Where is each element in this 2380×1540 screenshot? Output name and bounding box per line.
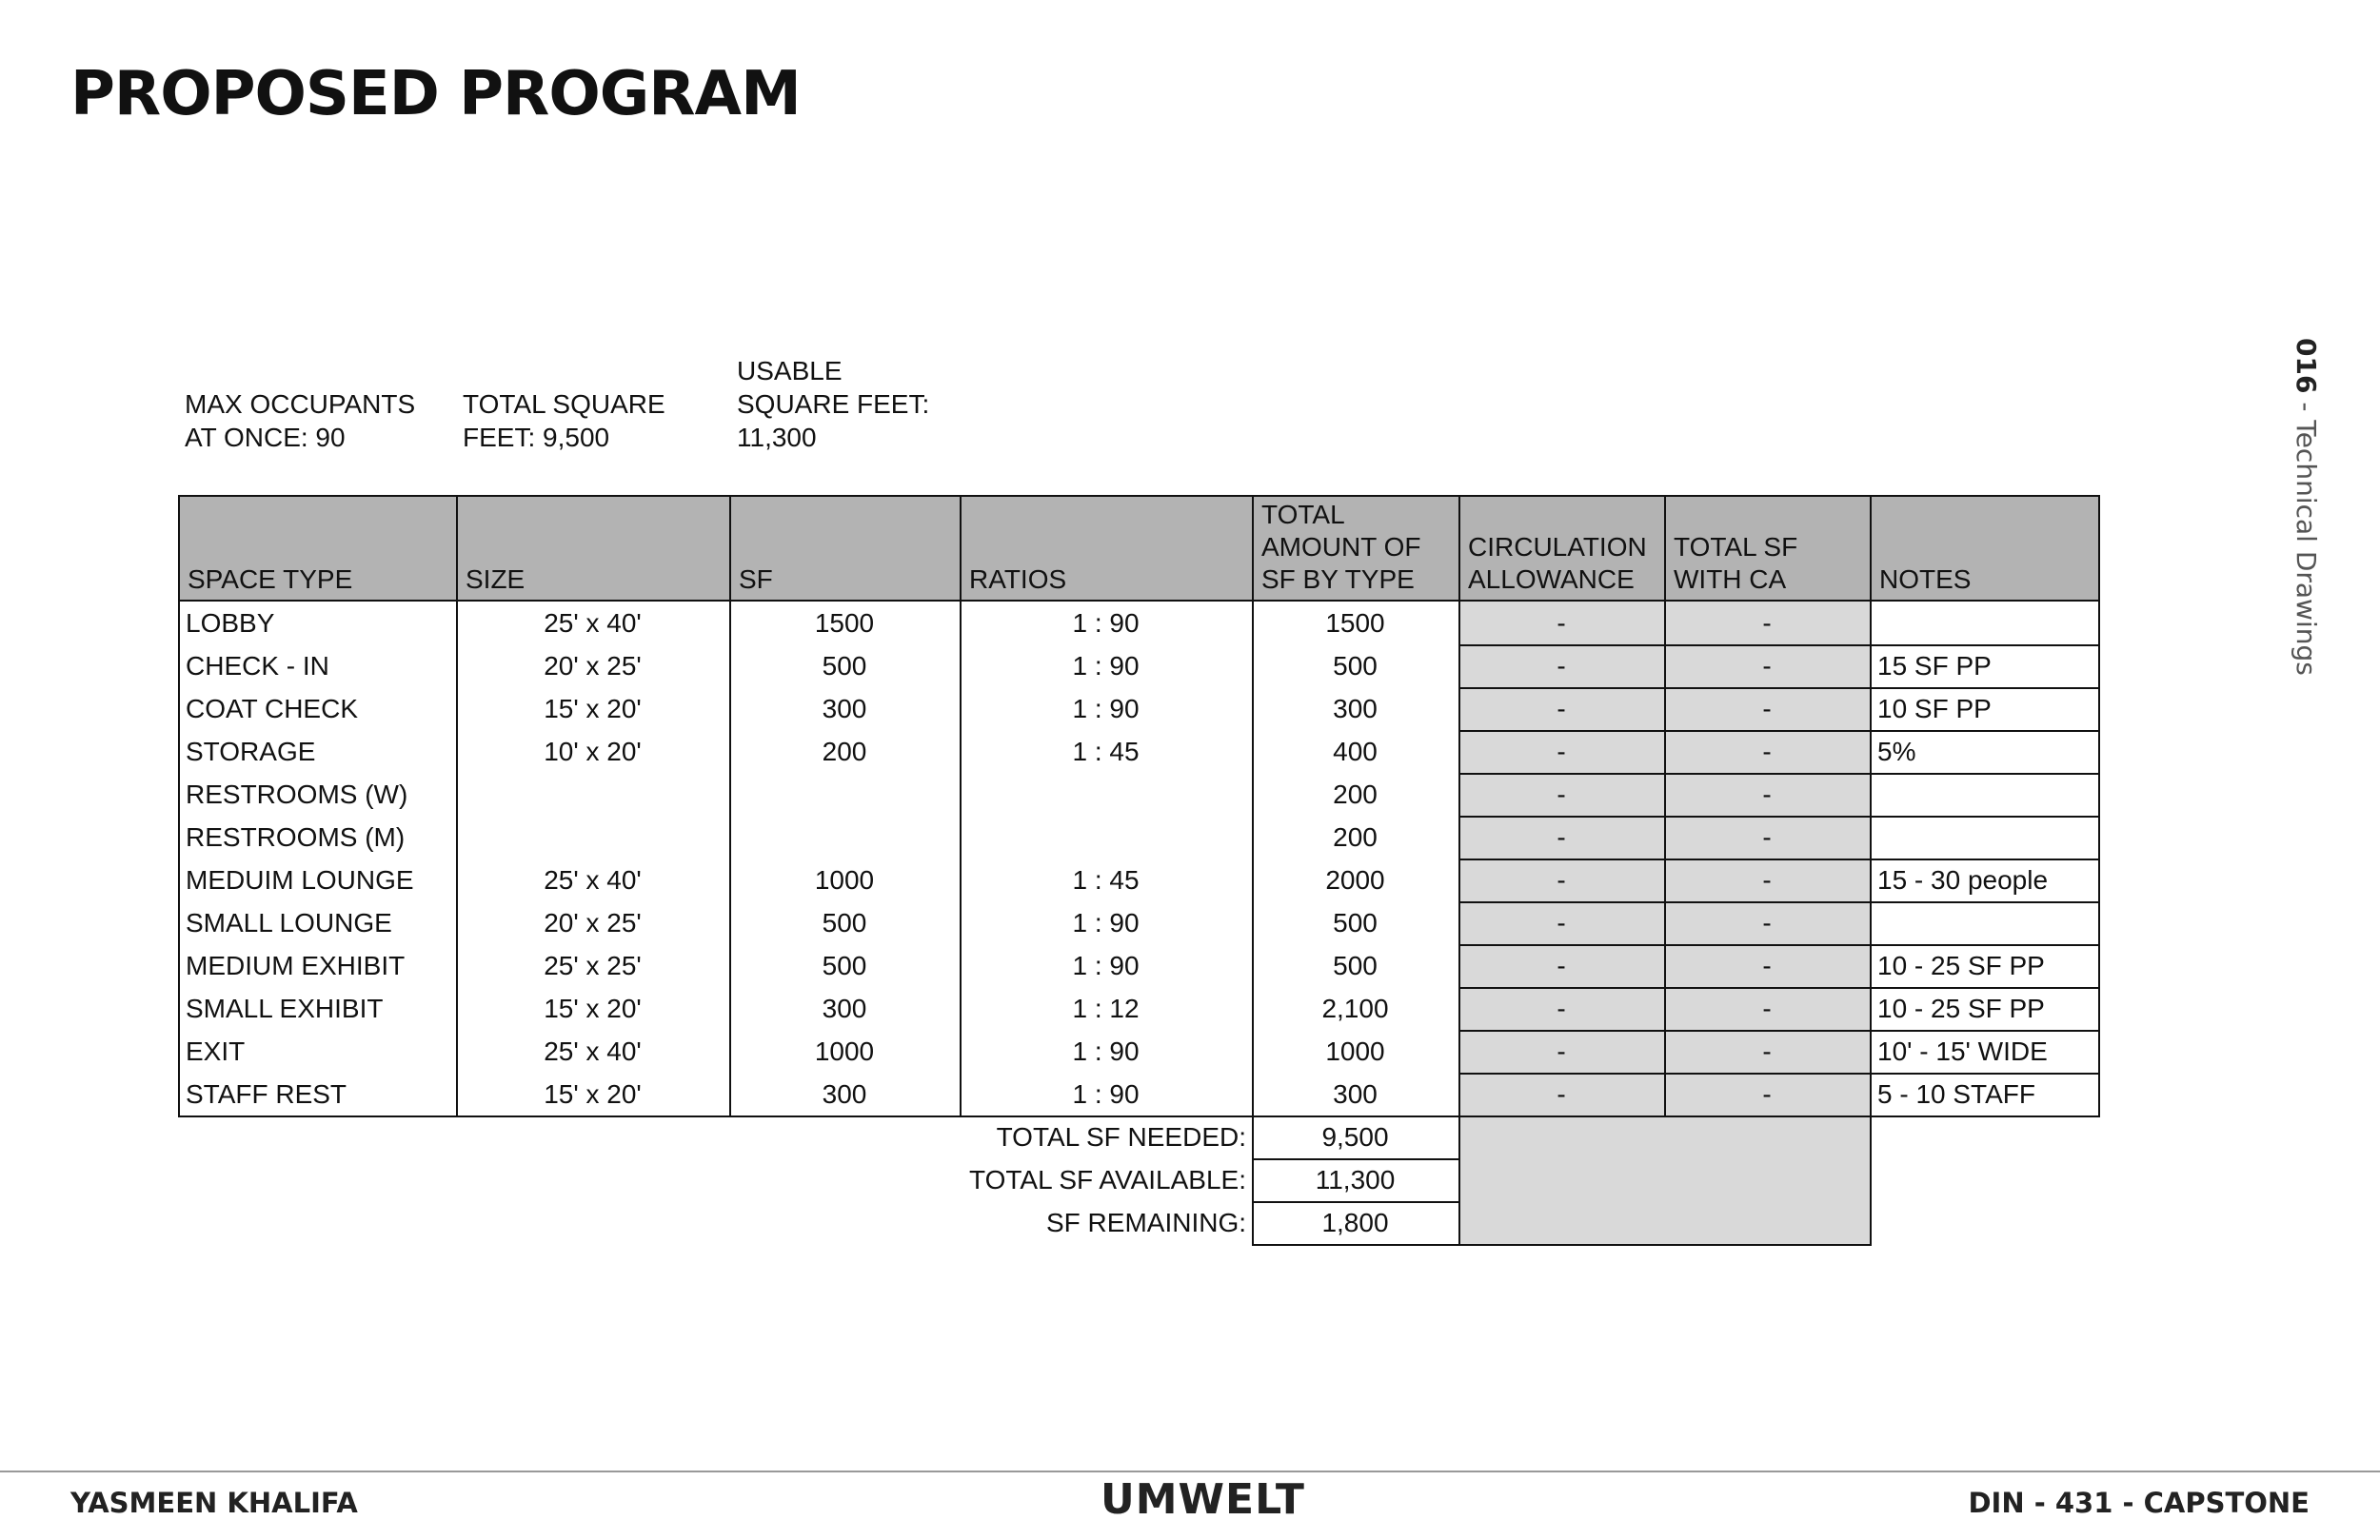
table-header-cell (456, 495, 731, 602)
table-cell: EXIT (186, 1037, 246, 1066)
table-header-line: SF BY TYPE (1261, 564, 1415, 594)
footer-author: YASMEEN KHALIFA (70, 1487, 358, 1519)
table-cell: 15' x 20' (544, 994, 642, 1023)
table-cell: COAT CHECK (186, 694, 358, 723)
table-cell: - (1762, 608, 1772, 638)
table-header-cell (960, 495, 1254, 602)
table-cell: LOBBY (186, 608, 275, 638)
totals-border (1870, 1116, 1872, 1244)
table-cell: 25' x 40' (544, 608, 642, 638)
table-border (960, 602, 962, 1116)
table-header-line: RATIOS (969, 564, 1067, 594)
table-header-cell (178, 495, 458, 602)
table-cell: MEDUIM LOUNGE (186, 865, 414, 895)
table-cell: 25' x 40' (544, 1037, 642, 1066)
summary-line: FEET: 9,500 (463, 423, 610, 452)
table-cell (737, 816, 952, 859)
section-label: - Technical Drawings (2291, 393, 2322, 676)
table-cell: - (1557, 737, 1566, 766)
table-cell: 1 : 45 (1072, 737, 1140, 766)
table-cell: 1000 (1325, 1037, 1385, 1066)
table-cell: 1000 (814, 1037, 875, 1066)
table-header-line: WITH CA (1674, 564, 1787, 594)
table-cell: 1 : 90 (1072, 651, 1140, 681)
table-header-line: TOTAL (1261, 500, 1345, 529)
table-border (178, 602, 180, 1116)
table-header-cell (1458, 495, 1666, 602)
totals-label: SF REMAINING: (1045, 1208, 1246, 1237)
table-header-label (969, 563, 1066, 596)
table-cell: 20' x 25' (544, 651, 642, 681)
table-cell: 1 : 45 (1072, 865, 1140, 895)
table-cell (464, 773, 722, 816)
table-border (1252, 602, 1254, 1116)
table-cell: - (1557, 994, 1566, 1023)
footer-divider (0, 1471, 2380, 1472)
table-cell: 500 (822, 908, 867, 938)
totals-border (1458, 1116, 1460, 1244)
table-cell: 10 - 25 SF PP (1877, 951, 2045, 980)
table-cell (1877, 901, 2091, 944)
totals-border (1458, 1244, 1872, 1246)
table-header-line: AMOUNT OF (1261, 532, 1421, 562)
table-cell: RESTROOMS (W) (186, 780, 408, 809)
table-cell: 2,100 (1321, 994, 1389, 1023)
table-cell: 500 (1333, 908, 1378, 938)
table-header-line: TOTAL SF (1674, 532, 1798, 562)
table-cell: 10' - 15' WIDE (1877, 1037, 2048, 1066)
table-cell: 1500 (1325, 608, 1385, 638)
table-cell: - (1557, 865, 1566, 895)
table-cell: 200 (822, 737, 867, 766)
table-cell: 5% (1877, 737, 1916, 766)
table-header-label (1261, 499, 1420, 596)
page-number-label (2291, 338, 2322, 676)
table-cell: 25' x 40' (544, 865, 642, 895)
table-header-cell (729, 495, 962, 602)
table-cell: - (1557, 780, 1566, 809)
table-cell: 500 (1333, 651, 1378, 681)
table-cell: 5 - 10 STAFF (1877, 1079, 2035, 1109)
page-number: 016 (2291, 338, 2322, 394)
table-cell: STAFF REST (186, 1079, 347, 1109)
table-cell: - (1557, 608, 1566, 638)
table-cell: 1500 (814, 608, 875, 638)
summary-total-square-feet (463, 387, 710, 454)
summary-line: USABLE (737, 356, 843, 385)
table-cell: 1 : 90 (1072, 1079, 1140, 1109)
table-header-cell (1870, 495, 2100, 602)
summary-line: TOTAL SQUARE (463, 389, 665, 419)
totals-value: 1,800 (1321, 1208, 1389, 1237)
table-cell: 15 SF PP (1877, 651, 1992, 681)
table-cell: - (1557, 822, 1566, 852)
table-cell: - (1557, 1079, 1566, 1109)
table-header-label (466, 563, 525, 596)
table-header-line: ALLOWANCE (1468, 564, 1635, 594)
table-header-line: SIZE (466, 564, 526, 594)
table-cell: - (1557, 694, 1566, 723)
table-cell: 1 : 90 (1072, 608, 1140, 638)
table-cell: - (1762, 951, 1772, 980)
totals-border (1252, 1116, 1254, 1244)
table-cell: 200 (1333, 822, 1378, 852)
table-cell: - (1762, 780, 1772, 809)
table-cell: - (1557, 1037, 1566, 1066)
page-title: PROPOSED PROGRAM (70, 59, 801, 129)
table-cell: MEDIUM EXHIBIT (186, 951, 406, 980)
table-cell: - (1557, 908, 1566, 938)
table-cell: 15' x 20' (544, 1079, 642, 1109)
table-header-label (188, 563, 352, 596)
table-header-label (1674, 531, 1797, 596)
table-cell: 10' x 20' (544, 737, 642, 766)
table-cell: 300 (822, 694, 867, 723)
totals-value: 9,500 (1321, 1122, 1389, 1152)
table-header-label (1468, 531, 1647, 596)
summary-usable-square-feet (737, 354, 984, 454)
table-cell: 10 - 25 SF PP (1877, 994, 2045, 1023)
table-cell (1877, 602, 2091, 644)
table-cell: 1000 (814, 865, 875, 895)
table-cell: - (1762, 737, 1772, 766)
table-cell: - (1557, 651, 1566, 681)
table-header-cell (1252, 495, 1460, 602)
table-cell: - (1762, 908, 1772, 938)
table-cell: 10 SF PP (1877, 694, 1992, 723)
table-cell (1877, 816, 2091, 859)
table-cell: 400 (1333, 737, 1378, 766)
footer-course: DIN - 431 - CAPSTONE (1968, 1487, 2310, 1519)
table-border (456, 602, 458, 1116)
summary-line: AT ONCE: 90 (185, 423, 346, 452)
table-cell: 1 : 90 (1072, 951, 1140, 980)
table-cell: STORAGE (186, 737, 316, 766)
summary-line: 11,300 (737, 423, 817, 452)
table-cell: 500 (822, 651, 867, 681)
footer-project: UMWELT (1101, 1475, 1305, 1524)
table-cell: SMALL EXHIBIT (186, 994, 384, 1023)
table-cell (1877, 773, 2091, 816)
totals-label: TOTAL SF NEEDED: (996, 1122, 1246, 1152)
table-header-label (1879, 563, 1971, 596)
table-header-cell (1664, 495, 1872, 602)
table-cell: 200 (1333, 780, 1378, 809)
table-cell: CHECK - IN (186, 651, 329, 681)
table-cell (464, 816, 722, 859)
totals-border (1252, 1244, 1460, 1246)
table-cell: - (1762, 994, 1772, 1023)
table-cell: - (1762, 694, 1772, 723)
summary-line: MAX OCCUPANTS (185, 389, 416, 419)
table-cell: - (1557, 951, 1566, 980)
table-header-label (739, 563, 773, 596)
table-cell: 15 - 30 people (1877, 865, 2049, 895)
table-cell: SMALL LOUNGE (186, 908, 392, 938)
table-cell: 2000 (1325, 865, 1385, 895)
table-cell: 1 : 90 (1072, 1037, 1140, 1066)
table-cell: - (1762, 1037, 1772, 1066)
totals-label: TOTAL SF AVAILABLE: (968, 1165, 1246, 1194)
table-header-line: CIRCULATION (1468, 532, 1647, 562)
table-border (729, 602, 731, 1116)
table-header-line: NOTES (1879, 564, 1972, 594)
table-cell (737, 773, 952, 816)
table-cell: 1 : 12 (1072, 994, 1140, 1023)
table-cell: 300 (822, 1079, 867, 1109)
table-cell: 300 (822, 994, 867, 1023)
table-cell: 300 (1333, 694, 1378, 723)
table-cell: 1 : 90 (1072, 694, 1140, 723)
table-cell: 15' x 20' (544, 694, 642, 723)
table-cell: 1 : 90 (1072, 908, 1140, 938)
summary-max-occupants (185, 387, 432, 454)
table-cell: RESTROOMS (M) (186, 822, 406, 852)
table-cell (967, 816, 1244, 859)
table-header-line: SPACE TYPE (188, 564, 353, 594)
table-cell: 25' x 25' (544, 951, 642, 980)
table-cell: 500 (822, 951, 867, 980)
table-cell: - (1762, 651, 1772, 681)
summary-line: SQUARE FEET: (737, 389, 930, 419)
totals-value: 11,300 (1315, 1165, 1396, 1194)
table-cell: - (1762, 865, 1772, 895)
table-cell: - (1762, 822, 1772, 852)
table-cell: - (1762, 1079, 1772, 1109)
table-cell: 300 (1333, 1079, 1378, 1109)
table-cell: 20' x 25' (544, 908, 642, 938)
table-header-line: SF (739, 564, 773, 594)
table-cell: 500 (1333, 951, 1378, 980)
table-cell (967, 773, 1244, 816)
